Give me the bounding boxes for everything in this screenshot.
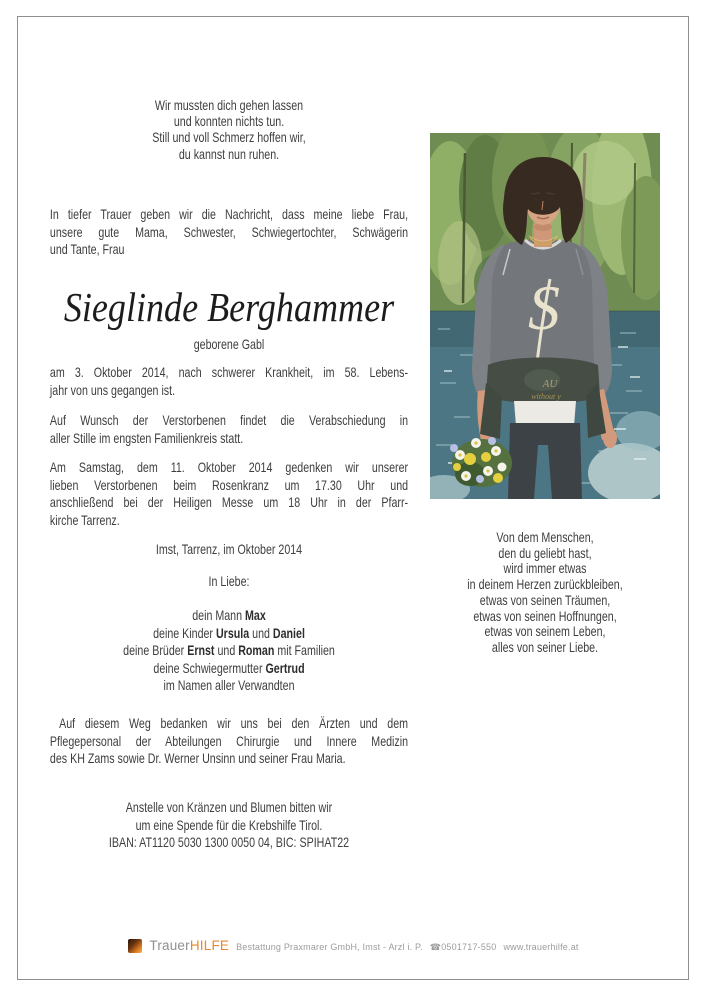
phone-number: 0501717-550 (441, 941, 497, 952)
farewell-notice: Auf Wunsch der Verstorbenen findet die Verabschiedung in aller Stille im engsten Familienkreis statt. (49, 412, 409, 446)
brand-hilfe: HILFE (189, 938, 230, 953)
svg-text:without y: without y (531, 392, 561, 401)
phone-icon: ☎ (429, 941, 442, 952)
trauerhilfe-logo-icon (128, 939, 142, 953)
photo-verse: Von dem Menschen, den du geliebt hast, wird immer etwas in deinem Herzen zurückbleiben, etwas von seinen Träumen, etwas von seinen Hoffnungen, etwas von seinem Leben, alles von seiner Liebe. (467, 529, 623, 655)
company-line: Bestattung Praxmarer GmbH, Imst - Arzl i. P. (236, 942, 423, 952)
memorial-service-notice: Am Samstag, dem 11. Oktober 2014 gedenken wir unserer lieben Verstorbenen beim Rosenkranz um 17.30 Uhr und anschließend bei der Heiligen Messe um 18 Uhr in der Pfarr- kirche Tarrenz. (49, 459, 409, 528)
trauerhilfe-brand (149, 938, 229, 953)
announcement-text: In tiefer Trauer geben wir die Nachricht, dass meine liebe Frau, unsere gute Mama, Schwester, Schwiegertochter, Schwägerin und Tante, Frau (49, 206, 409, 257)
dateline: Imst, Tarrenz, im Oktober 2014 (155, 541, 303, 557)
portrait-photo-illustration (430, 133, 660, 499)
website-text: www.trauerhilfe.at (503, 942, 579, 952)
portrait-photo (430, 133, 660, 499)
family-list: dein Mann Max deine Kinder Ursula und Daniel deine Brüder Ernst und Roman mit Familien deine Schwiegermutter Gertrud im Namen aller Verwandten (123, 607, 335, 693)
deceased-name: Sieglinde Berghammer (63, 284, 395, 330)
brand-trauer: Trauer (149, 938, 190, 953)
funeral-home-footer (0, 938, 707, 953)
phone-line (430, 939, 497, 953)
maiden-name: geborene Gabl (193, 336, 265, 352)
opening-verse: Wir mussten dich gehen lassen und konnten nichts tun. Still und voll Schmerz hoffen wir, du kannst nun ruhen. (152, 97, 306, 162)
donation-request: Anstelle von Kränzen und Blumen bitten wir um eine Spende für die Krebshilfe Tirol. IBAN: AT1120 5030 1300 0050 04, BIC: SPIHAT22 (108, 799, 350, 850)
thanks-text: Auf diesem Weg bedanken wir uns bei den Ärzten und dem Pflegepersonal der Abteilungen Chirurgie und Innere Medizin des KH Zams sowie Dr. Werner Unsinn und seiner Frau Maria. (49, 715, 409, 766)
death-announcement: am 3. Oktober 2014, nach schwerer Krankheit, im 58. Lebens- jahr von uns gegangen ist. (49, 364, 409, 398)
svg-text:AU: AU (542, 378, 558, 390)
svg-text:S: S (528, 272, 560, 343)
in-liebe-heading: In Liebe: (208, 573, 250, 589)
